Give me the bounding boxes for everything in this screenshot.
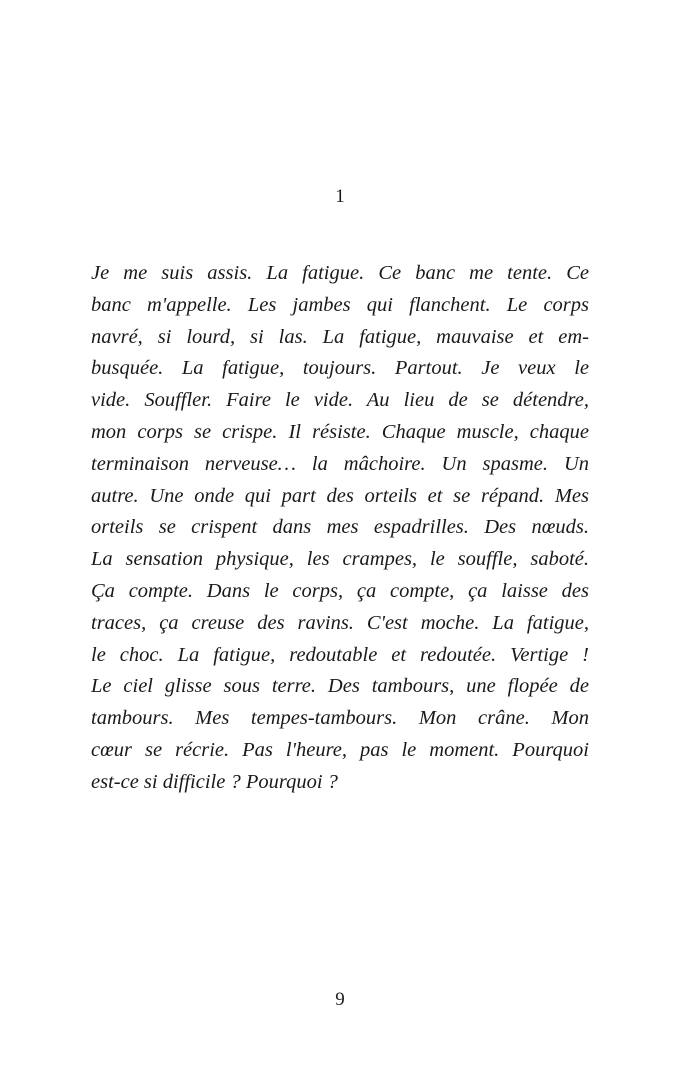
text-line: traces, ça creuse des ravins. C'est moche. La fatigue, <box>91 611 589 634</box>
text-line: le choc. La fatigue, redoutable et redoutée. Vertige ! <box>91 643 589 666</box>
text-line: tambours. Mes tempes-tambours. Mon crâne. Mon <box>91 707 589 730</box>
text-line: cœur se récrie. Pas l'heure, pas le moment. Pourquoi <box>91 738 589 761</box>
text-line: vide. Souffler. Faire le vide. Au lieu de se détendre, <box>91 389 589 412</box>
text-line: Le ciel glisse sous terre. Des tambours, une flopée de <box>91 675 589 698</box>
text-line: terminaison nerveuse… la mâchoire. Un spasme. Un <box>91 452 589 475</box>
text-line: busquée. La fatigue, toujours. Partout. Je veux le <box>91 357 589 380</box>
body-paragraph <box>91 258 589 799</box>
text-line: Je me suis assis. La fatigue. Ce banc me tente. Ce <box>91 262 589 284</box>
text-line: mon corps se crispe. Il résiste. Chaque muscle, chaque <box>91 420 589 443</box>
text-line: banc m'appelle. Les jambes qui flanchent. Le corps <box>91 293 589 316</box>
text-line-last: est-ce si difficile ? Pourquoi ? <box>91 770 338 793</box>
text-line: La sensation physique, les crampes, le souffle, saboté. <box>91 548 589 571</box>
page-number: 9 <box>335 989 345 1010</box>
text-line: orteils se crispent dans mes espadrilles. Des nœuds. <box>91 516 589 539</box>
chapter-number: 1 <box>335 186 345 207</box>
text-line: autre. Une onde qui part des orteils et se répand. Mes <box>91 484 589 507</box>
text-line: navré, si lourd, si las. La fatigue, mauvaise et em- <box>91 325 589 348</box>
text-line: Ça compte. Dans le corps, ça compte, ça laisse des <box>91 579 589 602</box>
